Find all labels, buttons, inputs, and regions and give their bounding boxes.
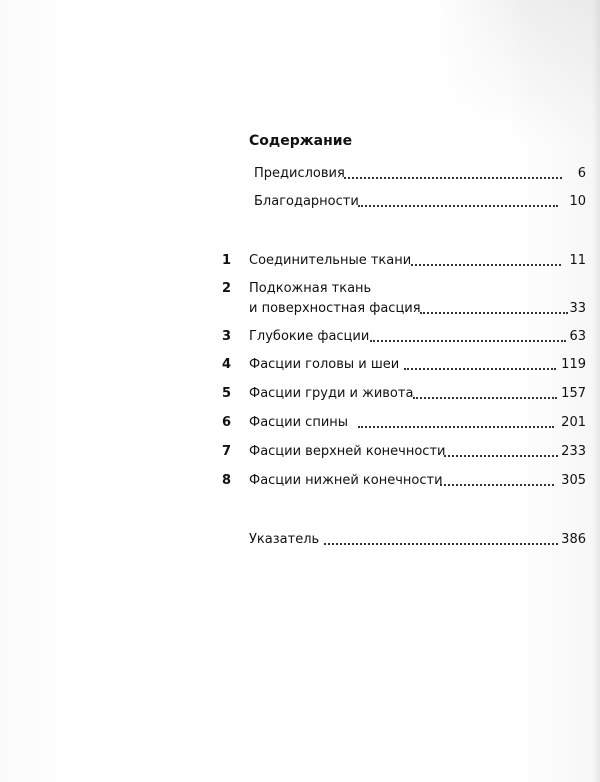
toc-entry-acknowledgements[interactable]: [0, 192, 600, 212]
toc-entry-label: Фасции груди и живота: [249, 386, 414, 401]
chapter-number: 7: [222, 444, 232, 459]
toc-entry-page: 11: [569, 253, 586, 268]
toc-entry-chapter-1[interactable]: [0, 251, 600, 271]
toc-entry-chapter-6[interactable]: [0, 413, 600, 433]
chapter-number: 6: [222, 415, 232, 430]
toc-entry-label: Фасции спины: [249, 415, 349, 430]
toc-entry-page: 233: [561, 444, 586, 459]
toc-heading: Содержание: [249, 133, 353, 149]
toc-entry-chapter-8[interactable]: [0, 471, 600, 491]
toc-entry-page: 10: [569, 194, 586, 209]
toc-entry-label: Указатель: [249, 532, 320, 547]
toc-entry-page: 33: [569, 301, 586, 316]
toc-entry-chapter-7[interactable]: [0, 442, 600, 462]
chapter-number: 4: [222, 357, 232, 372]
toc-entry-label: Глубокие фасции: [249, 329, 370, 344]
toc-entry-preface[interactable]: [0, 164, 600, 184]
dot-leader: [411, 251, 561, 271]
toc-entry-page: 63: [569, 329, 586, 344]
dot-leader: [440, 471, 554, 491]
chapter-number: 3: [222, 329, 232, 344]
toc-entry-chapter-3[interactable]: [0, 327, 600, 347]
toc-entry-label: Фасции головы и шеи: [249, 357, 400, 372]
toc-entry-index[interactable]: [0, 530, 600, 550]
toc-entry-page: 201: [561, 415, 586, 430]
toc-entry-label: и поверхностная фасция: [249, 301, 421, 316]
toc-entry-label: Предисловия: [254, 166, 345, 181]
chapter-number: 1: [222, 253, 232, 268]
dot-leader: [413, 384, 557, 404]
toc-entry-chapter-2-line1[interactable]: [0, 279, 600, 299]
dot-leader: [420, 299, 568, 319]
toc-entry-page: 386: [561, 532, 586, 547]
toc-entry-page: 305: [561, 473, 586, 488]
show-through-text-shadow: [430, 0, 600, 140]
toc-entry-label: Фасции верхней конечности: [249, 444, 446, 459]
chapter-number: 8: [222, 473, 232, 488]
toc-entry-label: Фасции нижней конечности: [249, 473, 443, 488]
toc-entry-chapter-2[interactable]: [0, 299, 600, 319]
toc-entry-page: 157: [561, 386, 586, 401]
dot-leader: [344, 164, 562, 184]
dot-leader: [370, 327, 566, 347]
toc-entry-label: Благодарности: [254, 194, 359, 209]
dot-leader: [358, 413, 554, 433]
dot-leader: [358, 192, 558, 212]
toc-entry-label-line1: Подкожная ткань: [249, 281, 372, 296]
toc-entry-label: Соединительные ткани: [249, 253, 412, 268]
chapter-number: 5: [222, 386, 232, 401]
toc-entry-chapter-5[interactable]: [0, 384, 600, 404]
dot-leader: [444, 442, 558, 462]
toc-entry-page: 6: [577, 166, 586, 181]
dot-leader: [404, 355, 556, 375]
toc-entry-page: 119: [561, 357, 586, 372]
dot-leader: [324, 530, 558, 550]
chapter-number: 2: [222, 281, 232, 296]
toc-entry-chapter-4[interactable]: [0, 355, 600, 375]
